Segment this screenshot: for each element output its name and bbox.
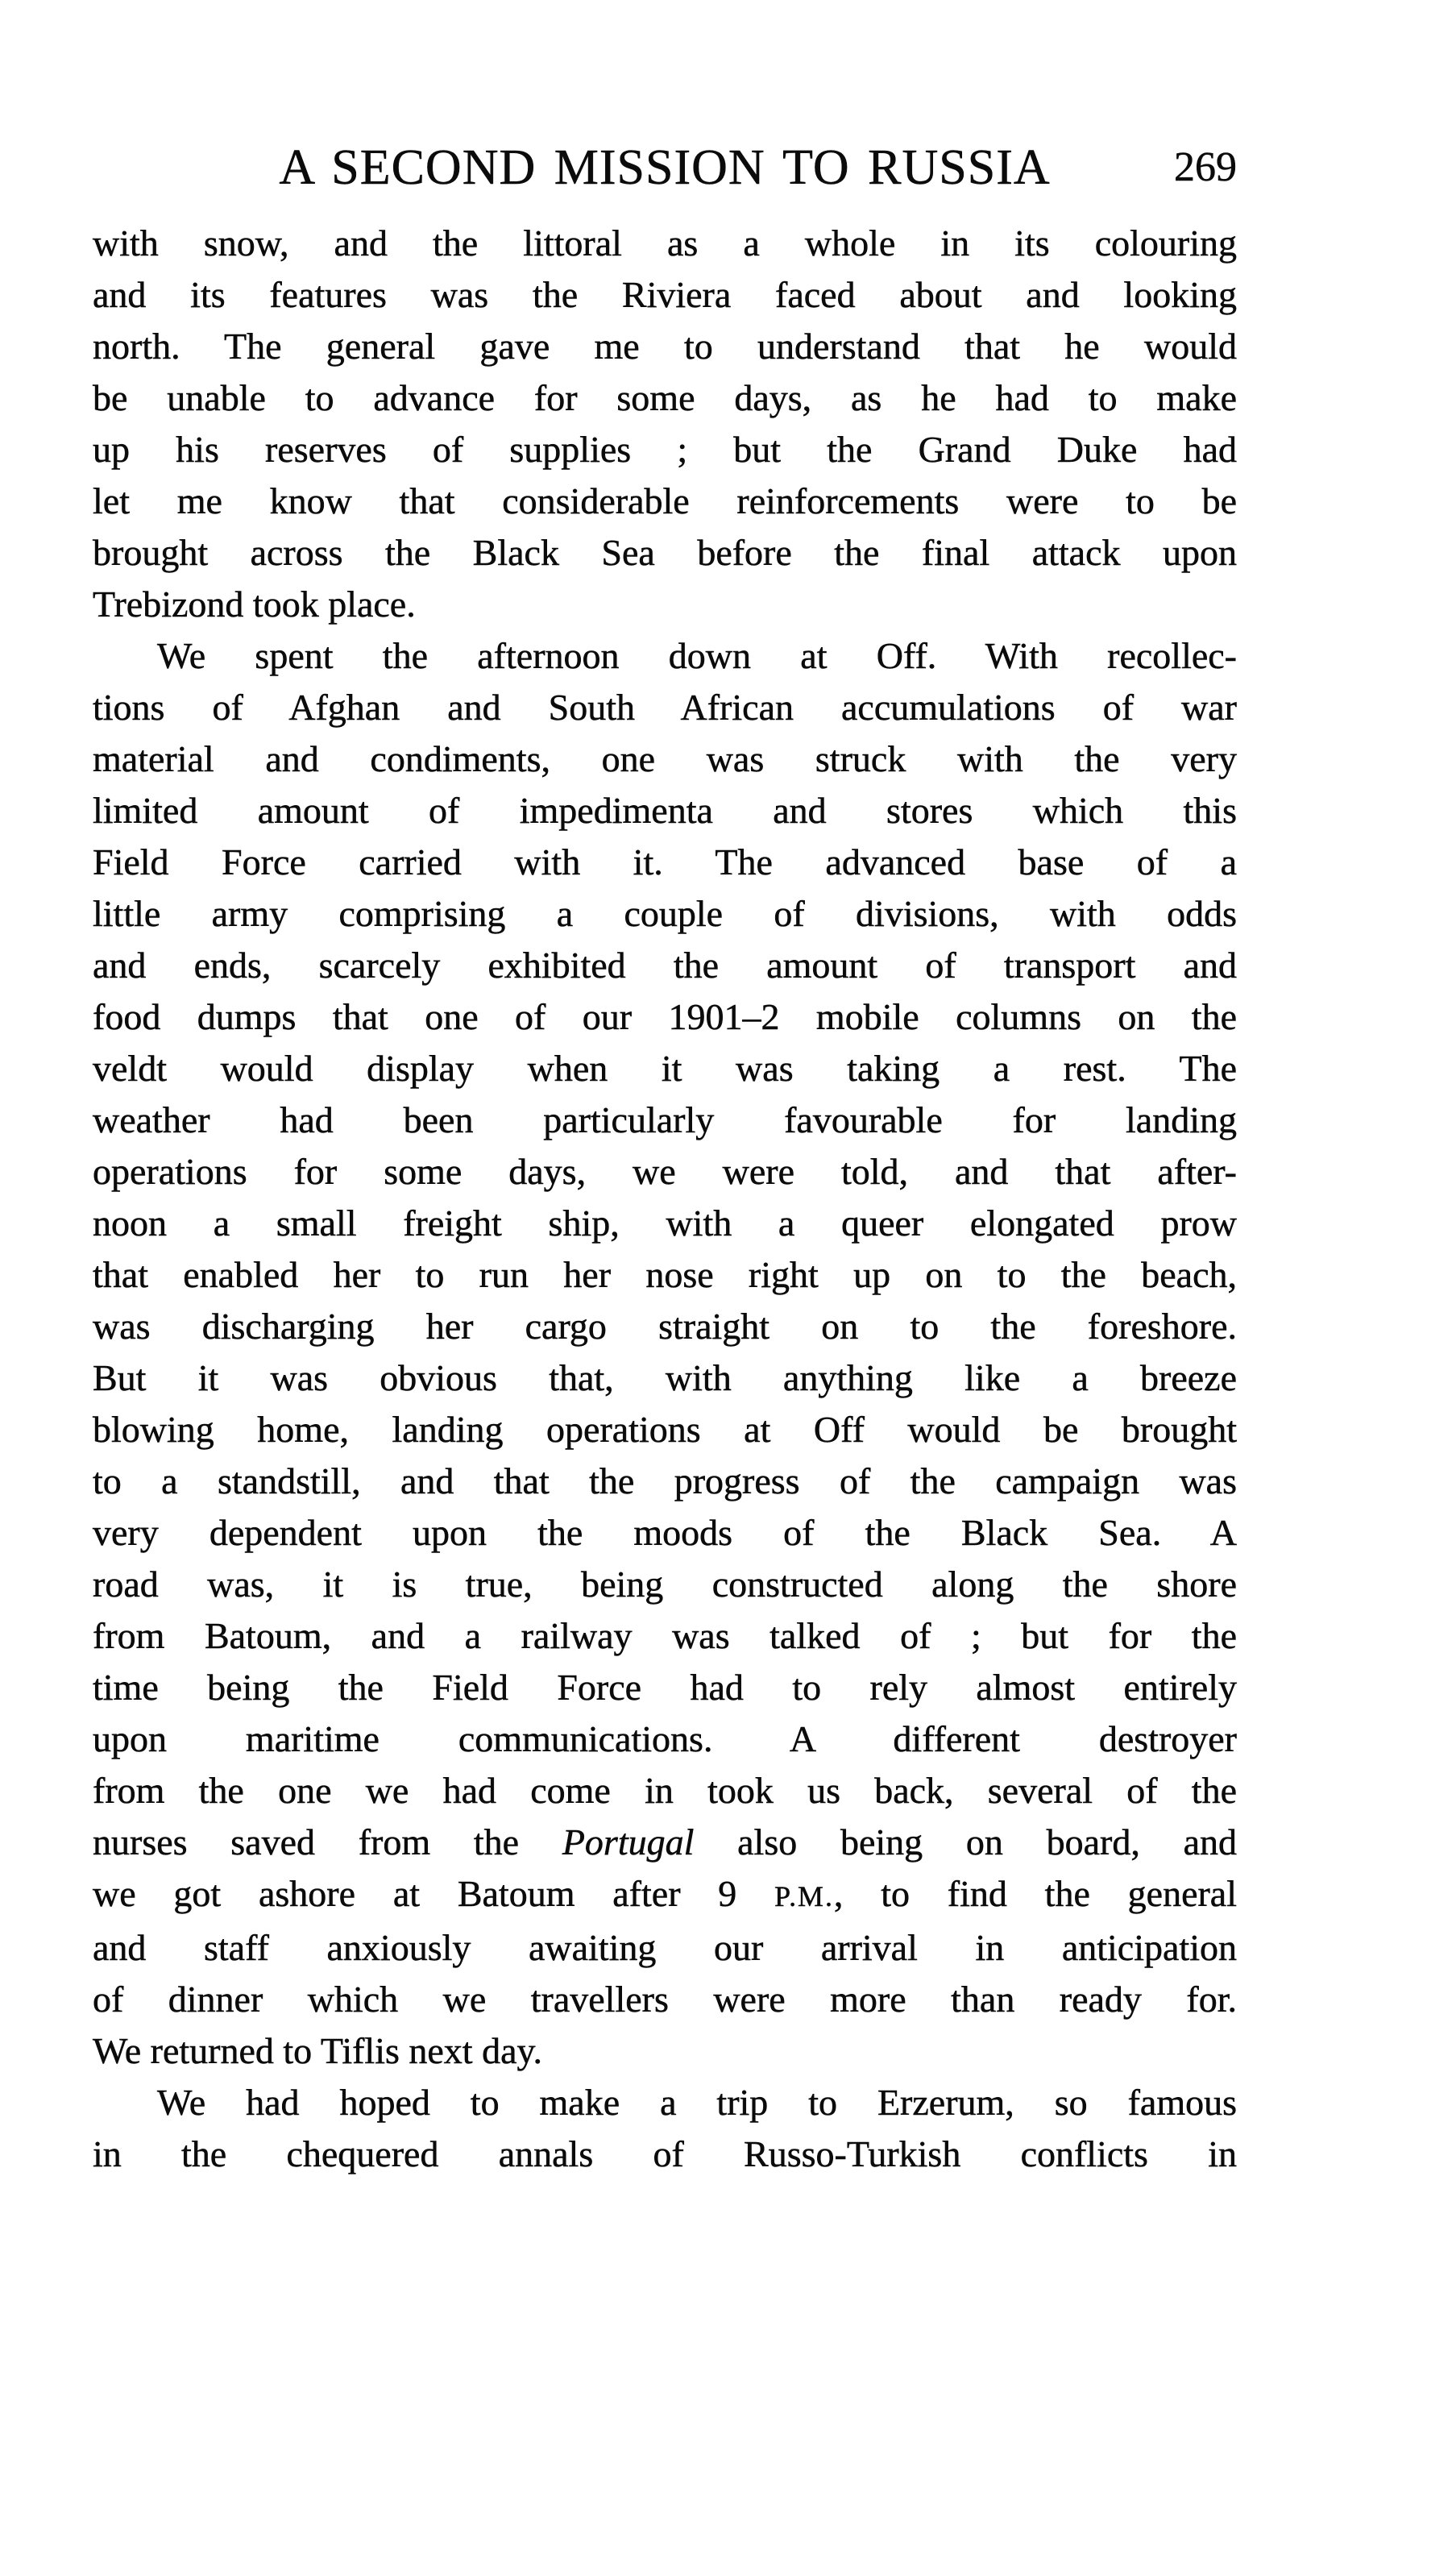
text-segment: tions of Afghan and South African accumulations of war xyxy=(93,687,1237,728)
text-line xyxy=(93,2025,1237,2077)
text-line xyxy=(93,1456,1237,1507)
text-segment: weather had been particularly favourable for landing xyxy=(93,1099,1237,1140)
page-header xyxy=(93,135,1237,200)
running-title: A SECOND MISSION TO RUSSIA xyxy=(279,140,1051,195)
text-segment: up his reserves of supplies ; but the Grand Duke had xyxy=(93,429,1237,470)
text-line xyxy=(93,785,1237,837)
text-segment: and staff anxiously awaiting our arrival in anticipation xyxy=(93,1927,1237,1968)
text-line xyxy=(93,1610,1237,1662)
text-segment: We had hoped to make a trip to Erzerum, so famous xyxy=(157,2082,1237,2123)
text-segment: nurses saved from the xyxy=(93,1821,562,1863)
text-segment: and its features was the Riviera faced about and looking xyxy=(93,274,1237,315)
text-line xyxy=(93,1094,1237,1146)
text-segment: upon maritime communications. A different destroyer xyxy=(93,1718,1237,1759)
text-line xyxy=(93,1868,1237,1922)
text-line xyxy=(93,630,1237,682)
text-line xyxy=(93,991,1237,1043)
text-segment: material and condiments, one was struck with the very xyxy=(93,738,1237,779)
text-segment: very dependent upon the moods of the Black Sea. A xyxy=(93,1512,1237,1553)
text-line xyxy=(93,888,1237,940)
text-segment: was discharging her cargo straight on to the foreshore. xyxy=(93,1306,1237,1347)
body-text xyxy=(93,218,1237,2180)
text-segment: in the chequered annals of Russo-Turkish conflicts in xyxy=(93,2133,1237,2174)
text-line xyxy=(93,218,1237,269)
text-line xyxy=(93,1922,1237,1974)
text-segment: But it was obvious that, with anything like a breeze xyxy=(93,1357,1237,1398)
text-line xyxy=(93,1352,1237,1404)
text-segment: be unable to advance for some days, as he had to make xyxy=(93,377,1237,418)
text-segment: time being the Field Force had to rely almost entirely xyxy=(93,1667,1237,1708)
text-line xyxy=(93,1404,1237,1456)
text-line xyxy=(93,372,1237,424)
text-segment: veldt would display when it was taking a rest. The xyxy=(93,1048,1237,1089)
page-number: 269 xyxy=(1174,144,1237,190)
text-line xyxy=(93,424,1237,476)
text-line xyxy=(93,527,1237,579)
text-segment: and ends, scarcely exhibited the amount of transport and xyxy=(93,945,1237,986)
italic-text: Portugal xyxy=(562,1821,695,1863)
text-line xyxy=(93,1301,1237,1352)
text-segment: operations for some days, we were told, and that after- xyxy=(93,1151,1237,1192)
text-line xyxy=(93,476,1237,527)
text-line xyxy=(93,1249,1237,1301)
text-segment: also being on board, and xyxy=(694,1821,1238,1863)
text-line xyxy=(93,733,1237,785)
text-segment: We returned to Tiflis next day. xyxy=(93,2030,543,2071)
text-segment: little army comprising a couple of divisions, with odds xyxy=(93,893,1237,934)
text-segment: noon a small freight ship, with a queer elongated prow xyxy=(93,1202,1237,1244)
text-line xyxy=(93,2077,1237,2128)
text-segment: to a standstill, and that the progress of the campaign was xyxy=(93,1460,1237,1501)
text-segment: that enabled her to run her nose right up on to the beach, xyxy=(93,1254,1237,1295)
text-segment: road was, it is true, being constructed along the shore xyxy=(93,1564,1237,1605)
text-segment: , to find the general xyxy=(833,1873,1238,1914)
text-segment: from the one we had come in took us back, several of the xyxy=(93,1770,1237,1811)
text-line xyxy=(93,1559,1237,1610)
text-segment: Trebizond took place. xyxy=(93,583,416,625)
text-segment: brought across the Black Sea before the final attack upon xyxy=(93,532,1237,573)
text-line xyxy=(93,682,1237,733)
text-line xyxy=(93,579,1237,630)
text-line xyxy=(93,1043,1237,1094)
text-line xyxy=(93,2128,1237,2180)
text-segment: let me know that considerable reinforcements were to be xyxy=(93,480,1237,521)
text-segment: of dinner which we travellers were more than ready for. xyxy=(93,1979,1237,2020)
text-line xyxy=(93,269,1237,321)
text-line xyxy=(93,1974,1237,2025)
text-segment: we got ashore at Batoum after 9 xyxy=(93,1873,775,1914)
text-line xyxy=(93,321,1237,372)
text-line xyxy=(93,1146,1237,1198)
text-segment: with snow, and the littoral as a whole in its colouring xyxy=(93,222,1237,264)
text-line xyxy=(93,1713,1237,1765)
text-line xyxy=(93,837,1237,888)
text-segment: Field Force carried with it. The advanced base of a xyxy=(93,841,1237,882)
text-line xyxy=(93,1662,1237,1713)
text-line xyxy=(93,1507,1237,1559)
text-line xyxy=(93,1817,1237,1868)
text-segment: north. The general gave me to understand that he would xyxy=(93,326,1237,367)
text-segment: We spent the afternoon down at Off. With recollec- xyxy=(157,635,1237,676)
text-line xyxy=(93,1765,1237,1817)
text-segment: from Batoum, and a railway was talked of ; but for the xyxy=(93,1615,1237,1656)
text-line xyxy=(93,940,1237,991)
text-line xyxy=(93,1198,1237,1249)
small-caps-text: P.M. xyxy=(774,1880,834,1912)
text-segment: limited amount of impedimenta and stores which this xyxy=(93,790,1237,831)
text-segment: food dumps that one of our 1901–2 mobile columns on the xyxy=(93,996,1237,1037)
text-segment: blowing home, landing operations at Off would be brought xyxy=(93,1409,1237,1450)
